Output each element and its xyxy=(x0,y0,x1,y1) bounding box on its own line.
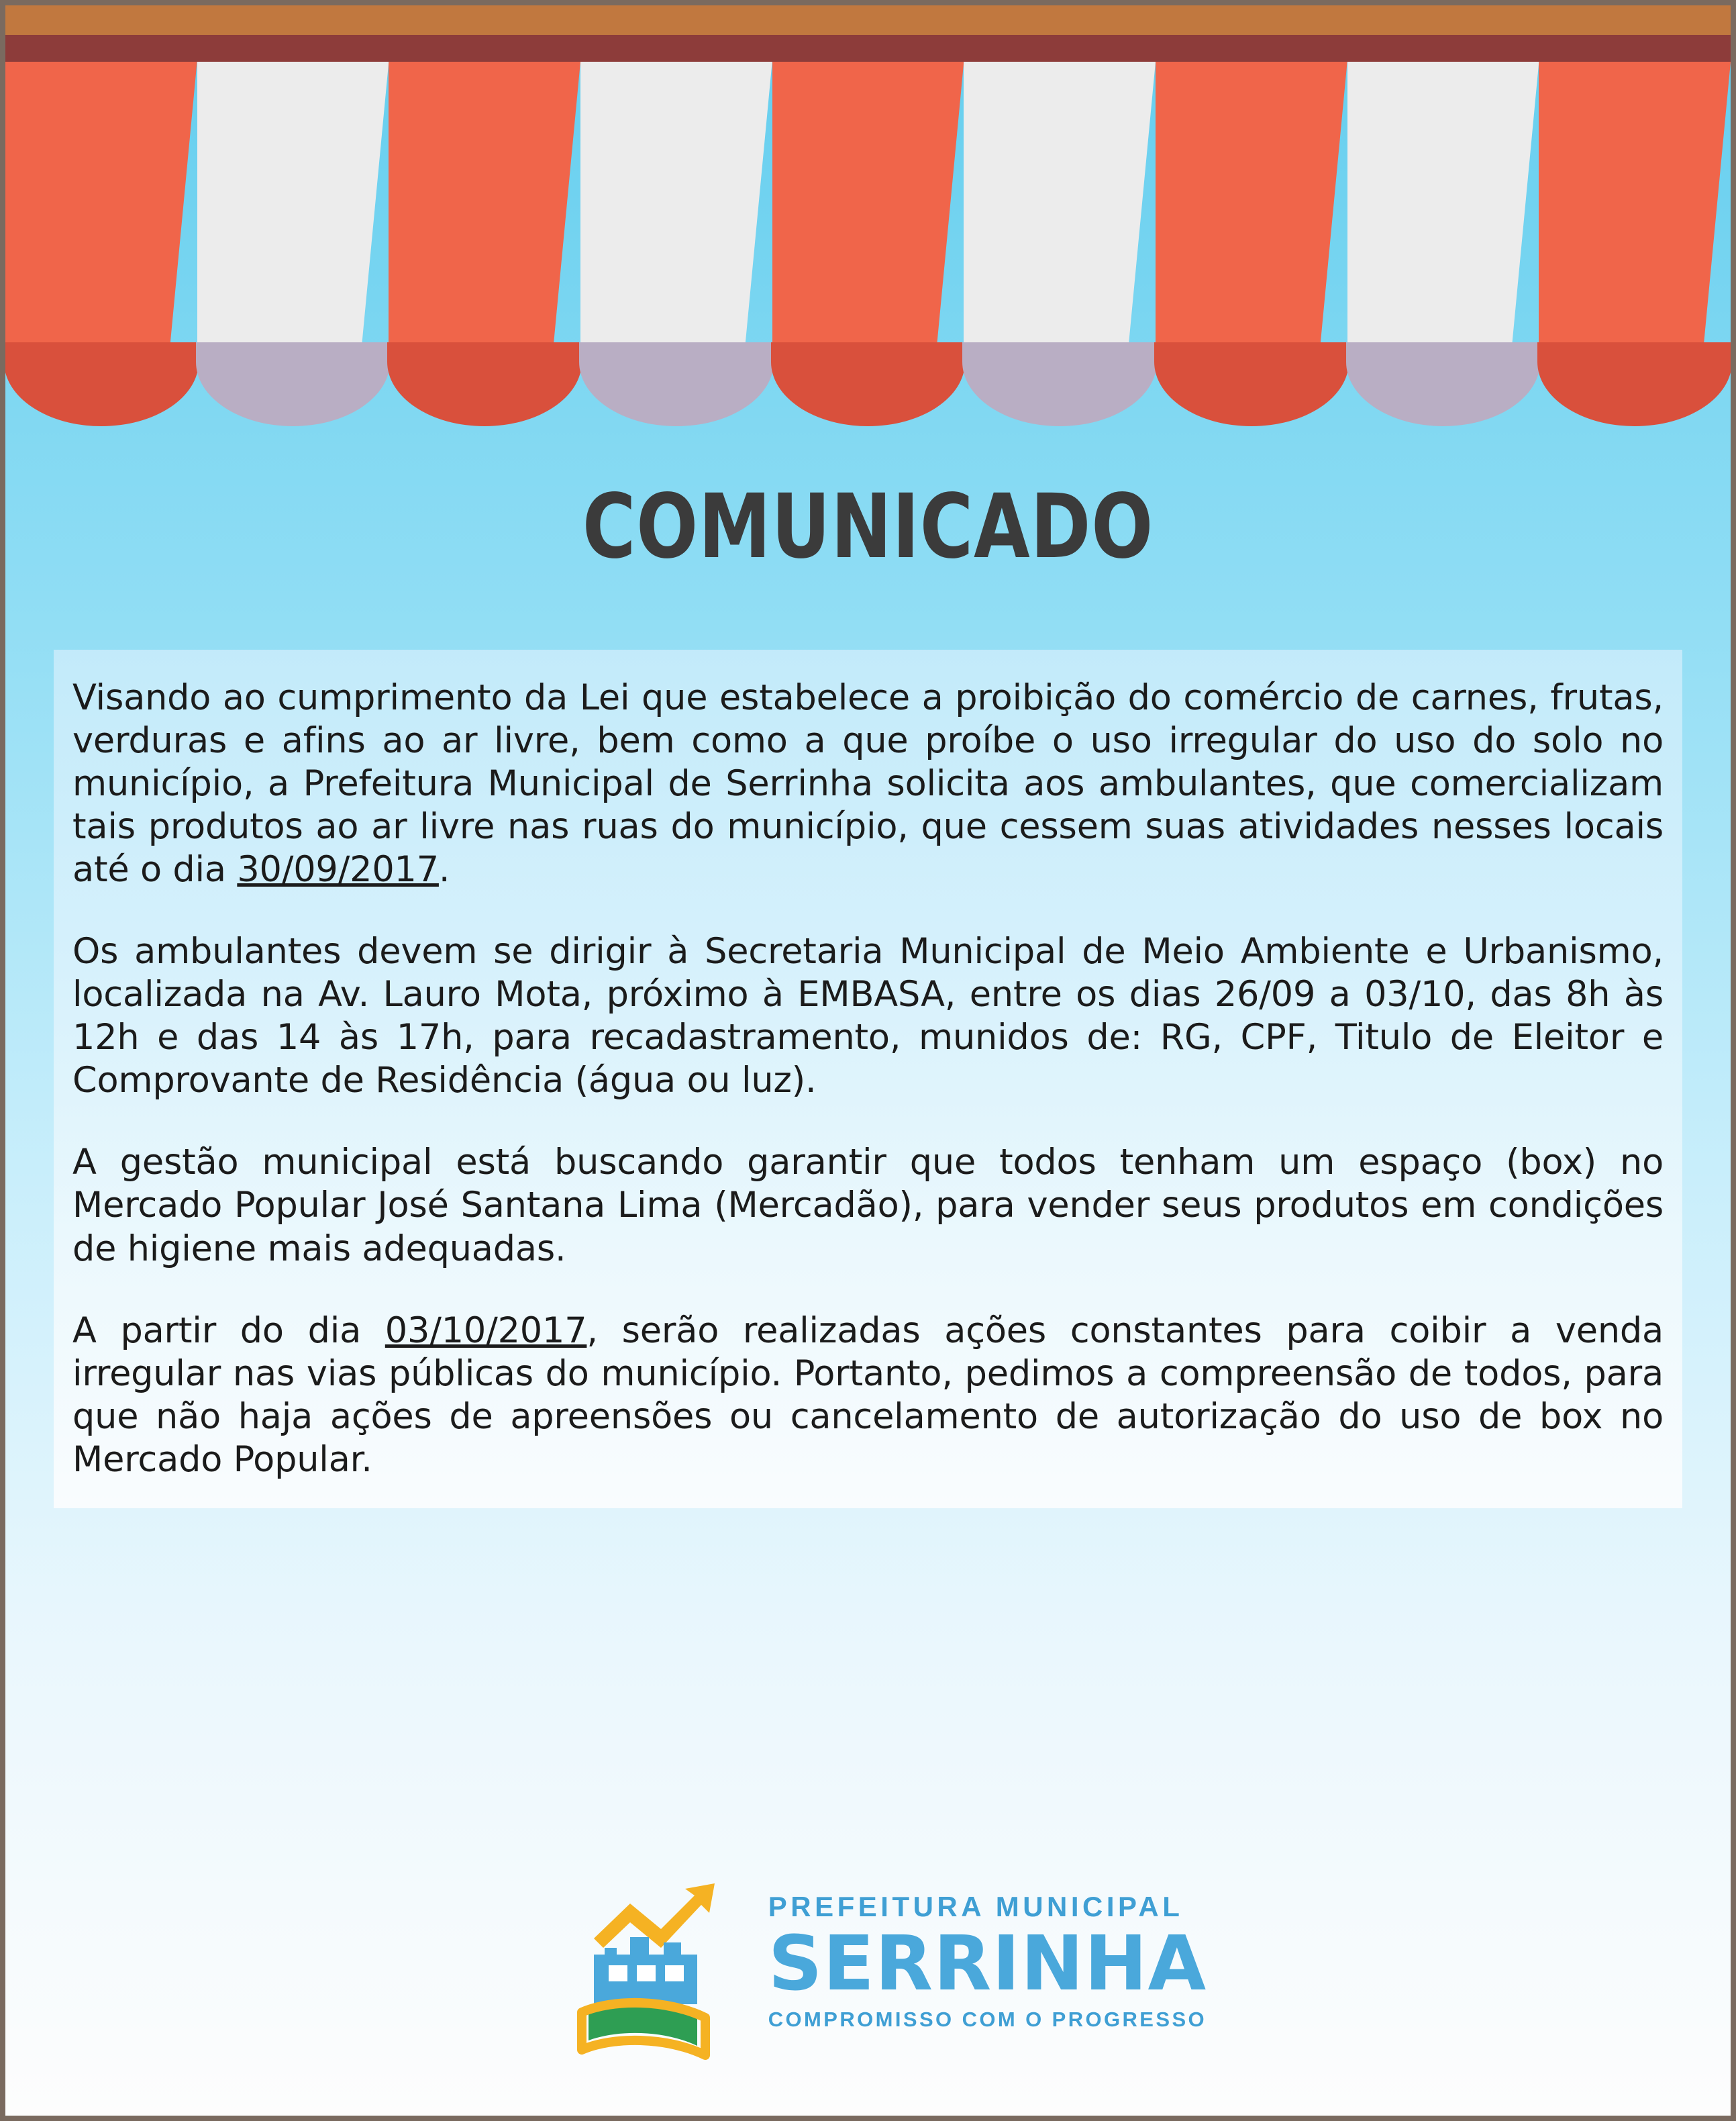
awning-stripe xyxy=(964,62,1156,344)
awning-stripe xyxy=(1156,62,1347,344)
awning-scallop xyxy=(1539,342,1731,438)
awning-graphic xyxy=(5,5,1731,442)
announcement-body xyxy=(54,650,1682,1508)
awning-canopy xyxy=(5,62,1731,438)
logo-line-bottom: COMPROMISSO COM O PROGRESSO xyxy=(768,2008,1207,2032)
logo-line-top: PREFEITURA MUNICIPAL xyxy=(768,1890,1184,1922)
awning-stripe xyxy=(197,62,389,344)
paragraph: A gestão municipal está buscando garantir que todos tenham um espaço (box) no Mercado Popular José Santana Lima (Mercadão), para vender seus produtos em condições de higiene mais adequadas. xyxy=(72,1142,1664,1269)
awning-stripe xyxy=(389,62,580,344)
awning-top-bar xyxy=(5,5,1731,35)
prefeitura-logo xyxy=(5,1854,1731,2069)
awning-stripe xyxy=(1539,62,1731,344)
awning-scallop xyxy=(772,342,964,438)
awning-scallop xyxy=(1156,342,1347,438)
logo-text-block xyxy=(768,1890,1207,2032)
awning-stripes xyxy=(5,62,1731,344)
awning-mid-bar xyxy=(5,35,1731,62)
awning-stripe xyxy=(5,62,197,344)
paragraph: A partir do dia 03/10/2017, serão realizadas ações constantes para coibir a venda irregular nas vias públicas do município. Portanto, pedimos a compreensão de todos, para que não haja ações de apreensões ou cancelamento de autorização do uso de box no Mercado Popular. xyxy=(72,1310,1664,1480)
awning-scallop xyxy=(5,342,197,438)
paragraph: Visando ao cumprimento da Lei que estabelece a proibição do comércio de carnes, frutas, verduras e afins ao ar livre, bem como a que proíbe o uso irregular do uso do solo no município, a Prefeitura Municipal de Serrinha solicita aos ambulantes, que comercializam tais produtos ao ar livre nas ruas do município, que cessem suas atividades nesses locais até o dia 30/09/2017. xyxy=(72,677,1664,891)
awning-scallop xyxy=(389,342,580,438)
awning-stripe xyxy=(1347,62,1539,344)
awning-scallop xyxy=(964,342,1156,438)
awning-scallop xyxy=(1347,342,1539,438)
awning-stripe xyxy=(580,62,772,344)
page-title: COMUNICADO xyxy=(582,475,1154,579)
logo-line-main: SERRINHA xyxy=(768,1920,1207,2008)
paragraph: Os ambulantes devem se dirigir à Secretaria Municipal de Meio Ambiente e Urbanismo, localizada na Av. Lauro Mota, próximo à EMBASA, entre os dias 26/09 a 03/10, das 8h às 12h e das 14 às 17h, para recadastramento, munidos de: RG, CPF, Titulo de Eleitor e Comprovante de Residência (água ou luz). xyxy=(72,931,1664,1101)
serrinha-city-book-arrow-icon xyxy=(529,1854,751,2069)
awning-scallop xyxy=(197,342,389,438)
awning-scallops xyxy=(5,342,1731,438)
awning-scallop xyxy=(580,342,772,438)
awning-stripe xyxy=(772,62,964,344)
